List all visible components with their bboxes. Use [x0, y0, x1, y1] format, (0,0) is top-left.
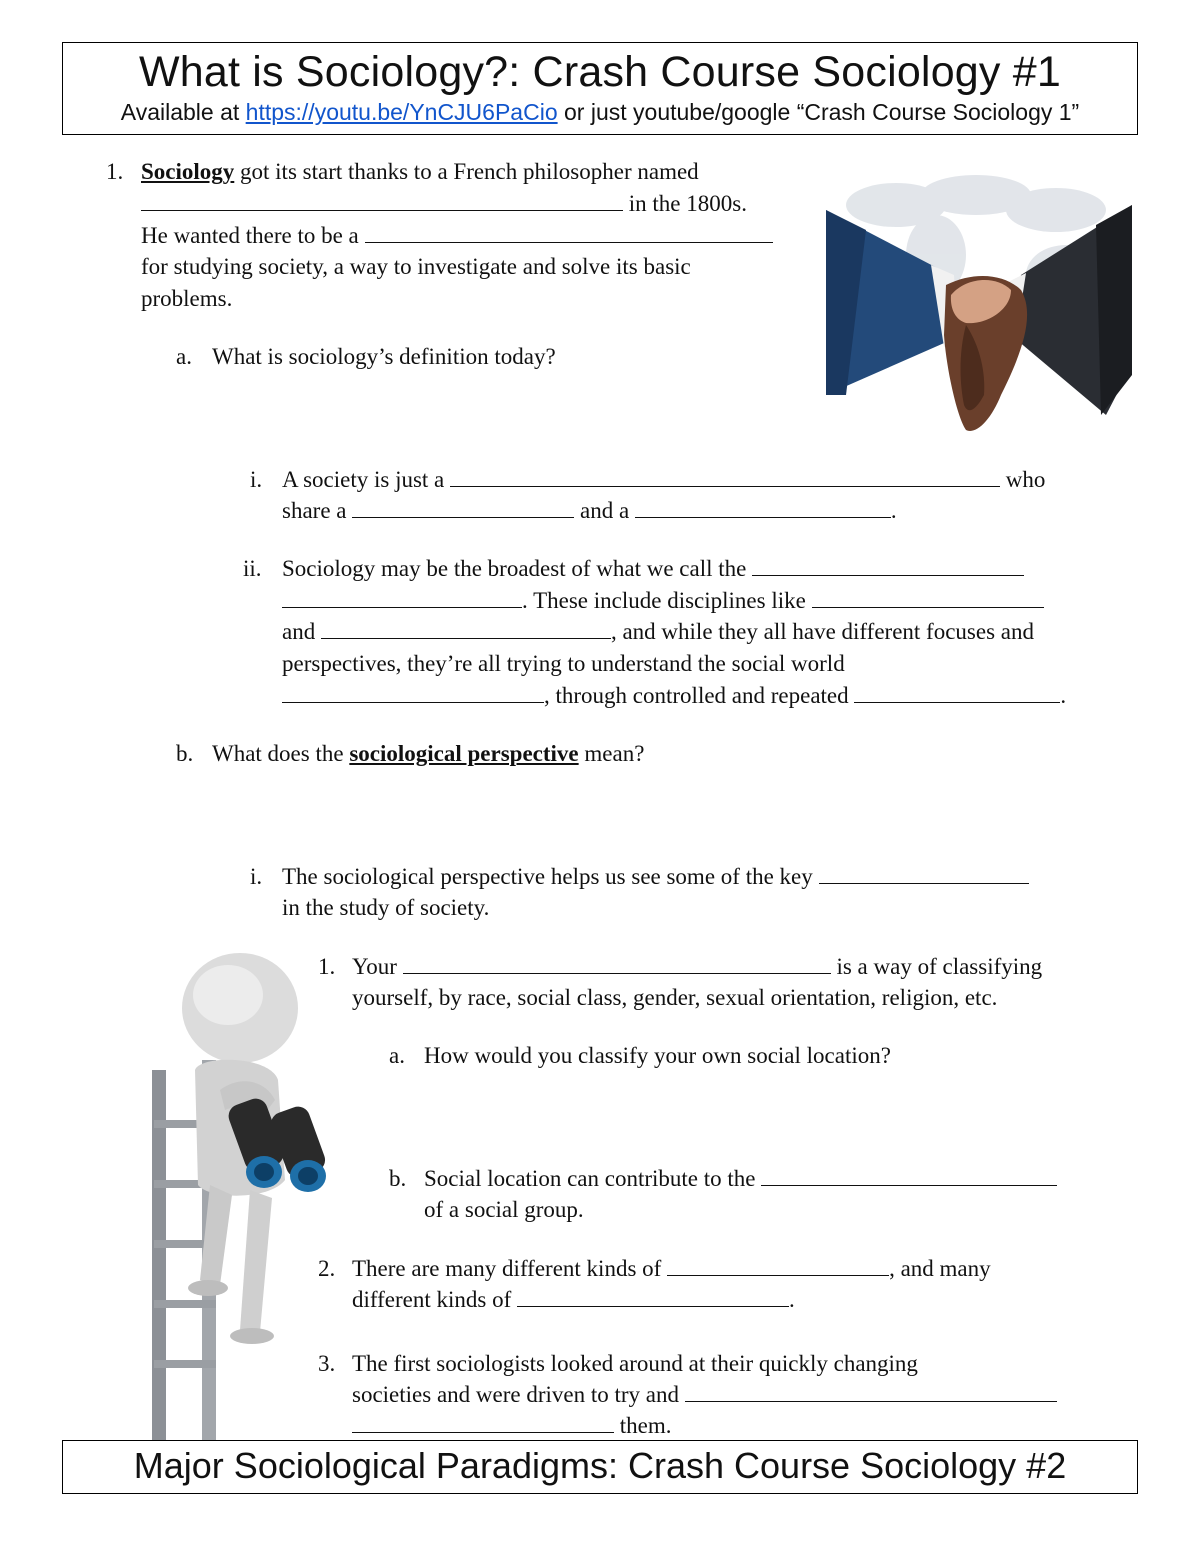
qaii-line-5: , through controlled and repeated .: [282, 680, 1066, 711]
q1-line-1: Sociology got its start thanks to a French philosopher named: [141, 159, 699, 184]
p3-line-2: societies and were driven to try and: [352, 1379, 1057, 1410]
driven-to-blank[interactable]: [685, 1381, 1057, 1402]
qai-line-2: share a and a .: [282, 498, 897, 523]
p1b-marker: b.: [389, 1166, 407, 1191]
p1-marker: 1.: [318, 954, 336, 979]
broadest-blank-2[interactable]: [282, 587, 522, 608]
video-link[interactable]: https://youtu.be/YnCJU6PaCio: [245, 99, 558, 125]
qaii-line-4: perspectives, they’re all trying to understand the social world: [282, 651, 845, 676]
kinds-blank-2[interactable]: [517, 1286, 789, 1307]
next-worksheet-title: Major Sociological Paradigms: Crash Course Sociology #2: [133, 1445, 1067, 1486]
p1-line-1: Your is a way of classifying: [352, 954, 1043, 979]
share-first-blank[interactable]: [352, 497, 574, 518]
p3-line-1: The first sociologists looked around at their quickly changing: [352, 1351, 918, 1376]
qaii-marker: ii.: [243, 556, 262, 581]
broadest-blank-1[interactable]: [752, 555, 1024, 576]
handshake-globe-image: [826, 165, 1132, 440]
qai-line-1: A society is just a who: [282, 467, 1046, 492]
p2-marker: 2.: [318, 1256, 336, 1281]
qai-marker: i.: [250, 467, 263, 492]
discipline-blank-2[interactable]: [321, 618, 611, 639]
key-concepts-blank[interactable]: [819, 863, 1029, 884]
qbi-marker: i.: [250, 864, 263, 889]
sociological-perspective-term: sociological perspective: [349, 741, 579, 766]
qaii-line-1: Sociology may be the broadest of what we call the: [282, 553, 1024, 584]
qb-question: What does the sociological perspective mean?: [212, 741, 645, 766]
p2-line-2: different kinds of .: [352, 1287, 795, 1312]
ladder-binoculars-figure-image: [140, 950, 340, 1440]
p3-line-3: them.: [352, 1410, 672, 1441]
them-blank[interactable]: [352, 1412, 614, 1433]
method-blank[interactable]: [365, 222, 773, 243]
p1a-question: How would you classify your own social location?: [424, 1043, 891, 1068]
q1-line-4: for studying society, a way to investigate and solve its basic: [141, 254, 691, 279]
repeated-blank[interactable]: [854, 682, 1060, 703]
q1-line-3: He wanted there to be a: [141, 220, 773, 251]
p2-line-1: There are many different kinds of , and many: [352, 1256, 991, 1281]
qaii-line-2: . These include disciplines like: [282, 585, 1044, 616]
p3-marker: 3.: [318, 1351, 336, 1376]
qbi-line-2: in the study of society.: [282, 895, 490, 920]
sociology-term: Sociology: [141, 159, 235, 184]
qa-question: What is sociology’s definition today?: [212, 344, 556, 369]
qbi-line-1: The sociological perspective helps us see some of the key: [282, 861, 1029, 892]
understand-how-blank[interactable]: [282, 682, 544, 703]
p1-line-2: yourself, by race, social class, gender, sexual orientation, religion, etc.: [352, 985, 998, 1010]
q1-number: 1.: [106, 159, 124, 184]
philosopher-name-blank[interactable]: [141, 190, 623, 211]
q1-line-2: in the 1800s.: [141, 188, 747, 219]
qa-marker: a.: [176, 344, 192, 369]
worksheet-title: What is Sociology?: Crash Course Sociology #1: [139, 48, 1061, 96]
worksheet-header: [62, 42, 1138, 135]
qb-marker: b.: [176, 741, 194, 766]
discipline-blank-1[interactable]: [812, 587, 1044, 608]
share-second-blank[interactable]: [635, 497, 891, 518]
social-location-blank[interactable]: [403, 953, 831, 974]
kinds-blank-1[interactable]: [667, 1255, 889, 1276]
contribute-blank[interactable]: [761, 1165, 1057, 1186]
society-group-blank[interactable]: [450, 466, 1000, 487]
qaii-line-3: and , and while they all have different focuses and: [282, 619, 1034, 644]
next-worksheet-header: [62, 1440, 1138, 1494]
p1b-line-2: of a social group.: [424, 1197, 584, 1222]
video-source-line: Available at https://youtu.be/YnCJU6PaCio or just youtube/google “Crash Course Sociology 1”: [120, 99, 1080, 125]
p1a-marker: a.: [389, 1043, 405, 1068]
q1-line-5: problems.: [141, 286, 233, 311]
p1b-line-1: Social location can contribute to the: [424, 1163, 1057, 1194]
